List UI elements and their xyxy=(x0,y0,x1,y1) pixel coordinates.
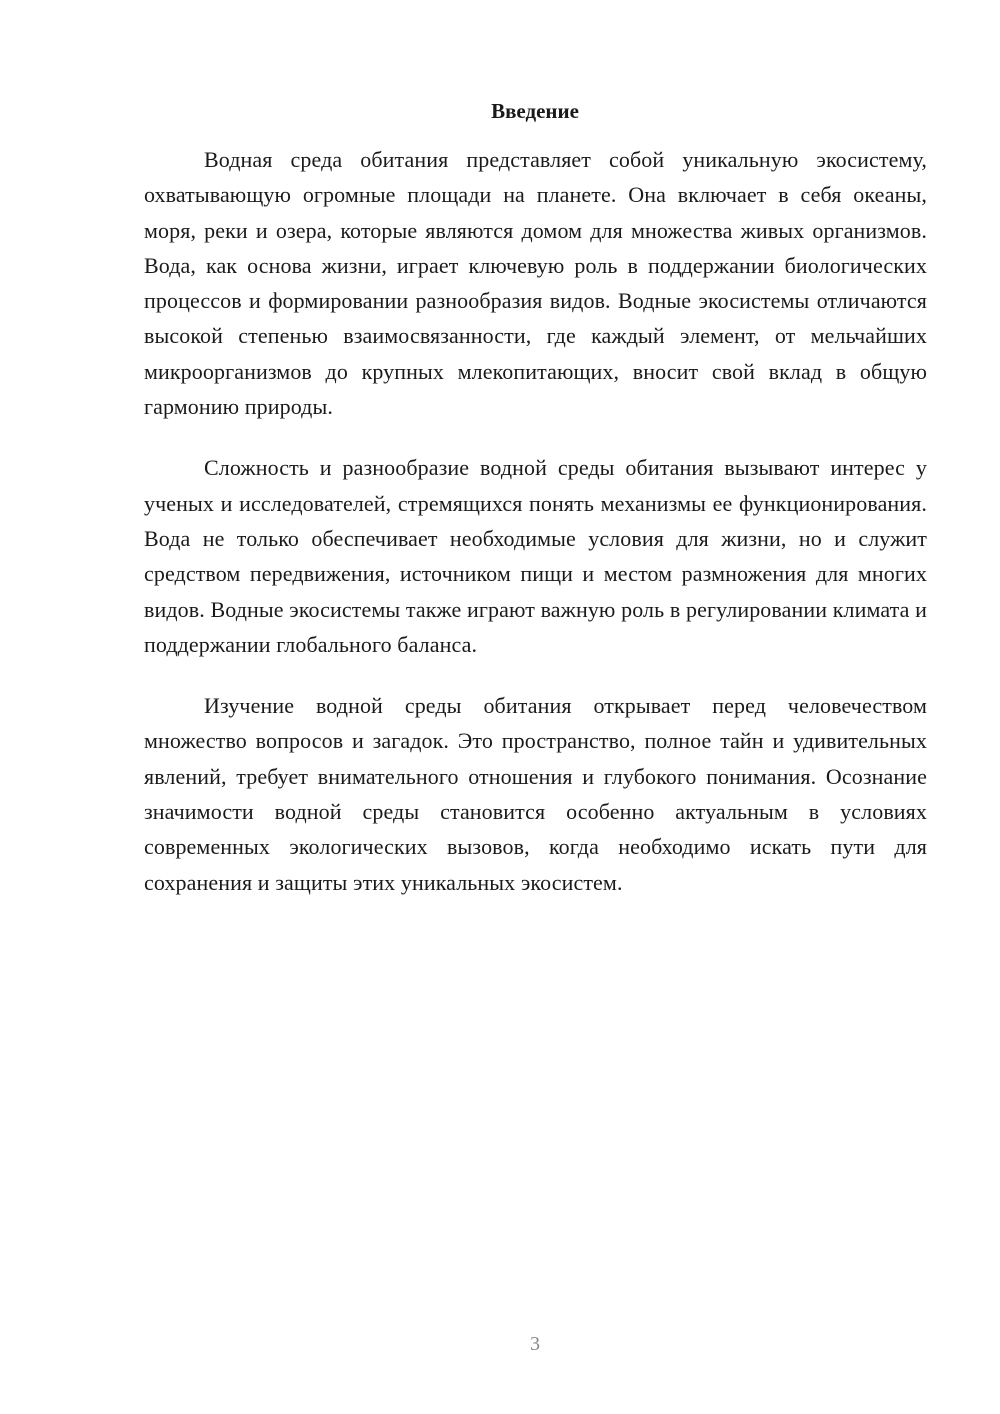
paragraph-2: Сложность и разнообразие водной среды обитания вызывают интерес у ученых и исследователей, стремящихся понять механизмы ее функционирования. Вода не только обеспечивает необходимые условия для жизни, но и служит средством передвижения, источником пищи и местом размножения для многих видов. Водные экосистемы также играют важную роль в регулировании климата и поддержании глобального баланса. xyxy=(144,455,927,657)
paragraph-1: Водная среда обитания представляет собой уникальную экосистему, охватывающую огромные площади на планете. Она включает в себя океаны, моря, реки и озера, которые являются домом для множества живых организмов. Вода, как основа жизни, играет ключевую роль в поддержании биологических процессов и формировании разнообразия видов. Водные экосистемы отличаются высокой степенью взаимосвязанности, где каждый элемент, от мельчайших микроорганизмов до крупных млекопитающих, вносит свой вклад в общую гармонию природы. xyxy=(144,147,927,420)
section-title: Введение xyxy=(491,99,579,123)
page-number: 3 xyxy=(530,1333,540,1355)
paragraph-3: Изучение водной среды обитания открывает перед человечеством множество вопросов и загадок. Это пространство, полное тайн и удивительных явлений, требует внимательного отношения и глубокого понимания. Осознание значимости водной среды становится особенно актуальным в условиях современных экологических вызовов, когда необходимо искать пути для сохранения и защиты этих уникальных экосистем. xyxy=(144,693,927,895)
body-text xyxy=(144,142,927,926)
